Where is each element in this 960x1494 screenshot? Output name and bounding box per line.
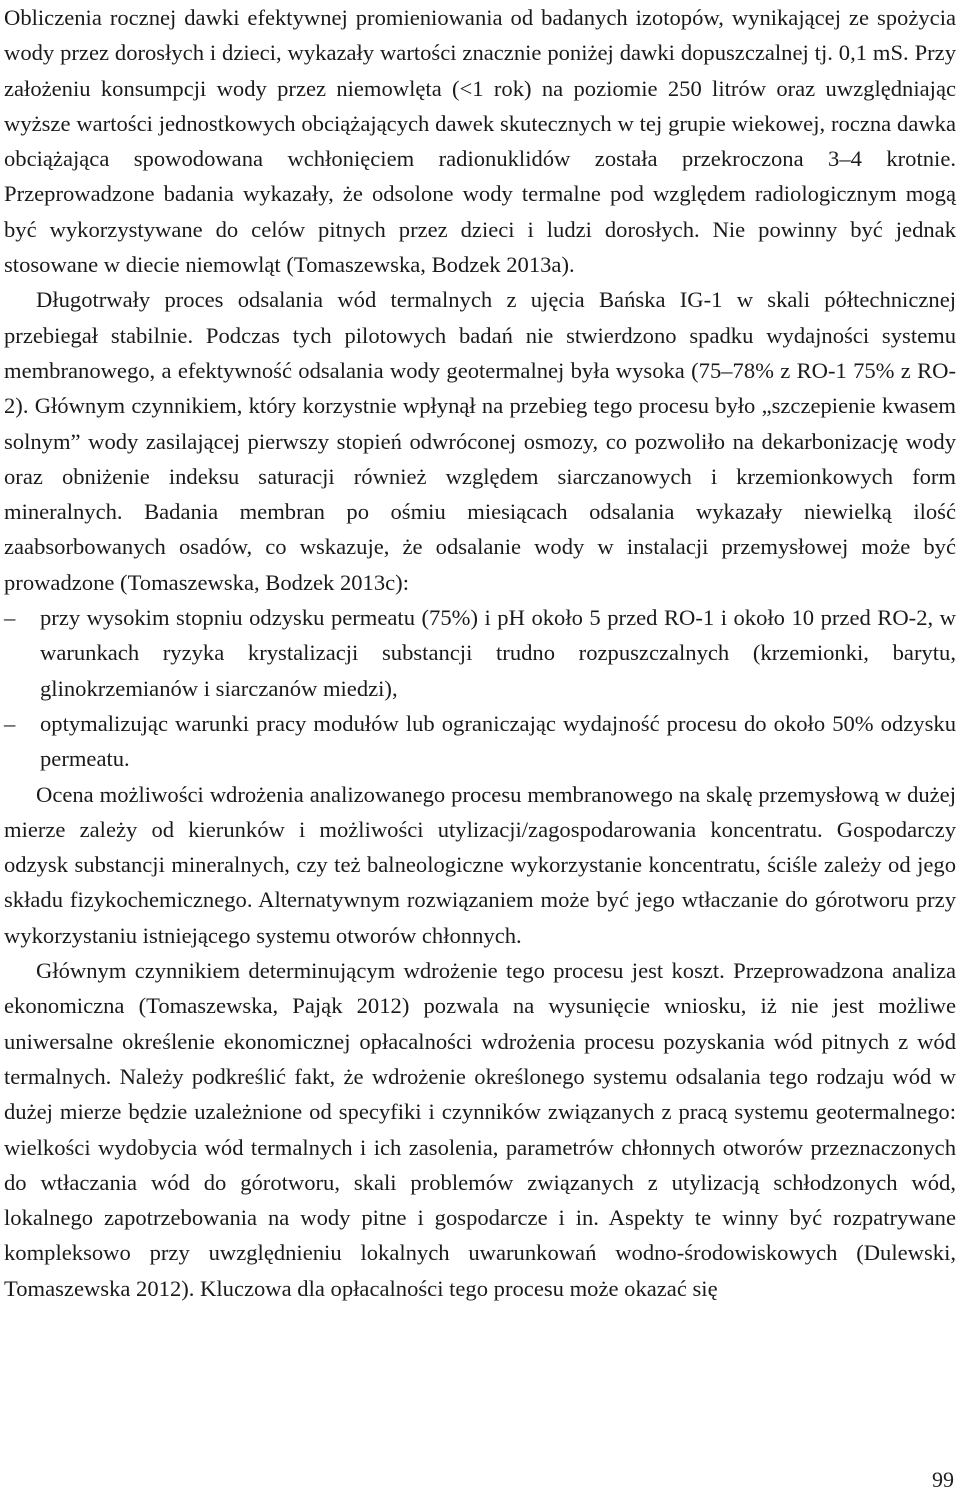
page-body xyxy=(4,0,956,1306)
dash-marker: – xyxy=(4,710,16,736)
page-number: 99 xyxy=(932,1467,954,1492)
list-item xyxy=(4,706,956,777)
paragraph-industrial-scale: Ocena możliwości wdrożenia analizowanego procesu membranowego na skalę przemysłową w dużej mierze zależy od kierunków i możliwości utylizacji/zagospodarowania koncentratu. Gospodarczy odzysk substancji mineralnych, czy też balneologiczne wykorzystanie koncentratu, ściśle zależy od jego składu fizykochemicznego. Alternatywnym rozwiązaniem może być jego wtłaczanie do górotworu przy wykorzystaniu istniejącego systemu otworów chłonnych. xyxy=(4,781,956,948)
paragraph-cost-analysis: Głównym czynnikiem determinującym wdrożenie tego procesu jest koszt. Przeprowadzona analiza ekonomiczna (Tomaszewska, Pająk 2012) pozwala na wysunięcie wniosku, iż nie jest możliwe uniwersalne określenie ekonomicznej opłacalności wdrożenia procesu pozyskania wód pitnych z wód termalnych. Należy podkreślić fakt, że wdrożenie określonego systemu odsalania tego rodzaju wód w dużej mierze będzie uzależnione od specyfiki i czynników związanych z pracą systemu geotermalnego: wielkości wydobycia wód termalnych i ich zasolenia, parametrów chłonnych otworów przeznaczonych do wtłaczania wód do górotworu, skali problemów związanych z utylizacją schłodzonych wód, lokalnego zapotrzebowania na wody pitne i gospodarcze i in. Aspekty te winny być rozpatrywane kompleksowo przy uwzględnieniu lokalnych uwarunkowań wodno-środowiskowych (Dulewski, Tomaszewska 2012). Kluczowa dla opłacalności tego procesu może okazać się xyxy=(4,958,956,1301)
list-item xyxy=(4,600,956,706)
list-item-text: optymalizując warunki pracy modułów lub ograniczając wydajność procesu do około 50% odzysku permeatu. xyxy=(40,710,956,772)
paragraph-desalination-process: Długotrwały proces odsalania wód termalnych z ujęcia Bańska IG-1 w skali półtechnicznej przebiegał stabilnie. Podczas tych pilotowych badań nie stwierdzono spadku wydajności systemu membranowego, a efektywność odsalania wody geotermalnej była wysoka (75–78% z RO-1 75% z RO-2). Głównym czynnikiem, który korzystnie wpłynął na przebieg tego procesu było „szczepienie kwasem solnym” wody zasilającej pierwszy stopień odwróconej osmozy, co pozwoliło na dekarbonizację wody oraz obniżenie indeksu saturacji również względem siarczanowych i krzemionkowych form mineralnych. Badania membran po ośmiu miesiącach odsalania wykazały niewielką ilość zaabsorbowanych osadów, co wskazuje, że odsalanie wody w instalacji przemysłowej może być prowadzone (Tomaszewska, Bodzek 2013c): xyxy=(4,287,956,595)
paragraph-dose-calculations: Obliczenia rocznej dawki efektywnej promieniowania od badanych izotopów, wynikającej ze spożycia wody przez dorosłych i dzieci, wykazały wartości znacznie poniżej dawki dopuszczalnej tj. 0,1 mS. Przy założeniu konsumpcji wody przez niemowlęta (<1 rok) na poziomie 250 litrów oraz uwzględniając wyższe wartości jednostkowych obciążających dawek skutecznych w tej grupie wiekowej, roczna dawka obciążająca spowodowana wchłonięciem radionuklidów została przekroczona 3–4 krotnie. Przeprowadzone badania wykazały, że odsolone wody termalne pod względem radiologicznym mogą być wykorzystywane do celów pitnych przez dzieci i ludzi dorosłych. Nie powinny być jednak stosowane w diecie niemowląt (Tomaszewska, Bodzek 2013a). xyxy=(4,5,956,278)
list-item-text: przy wysokim stopniu odzysku permeatu (75%) i pH około 5 przed RO-1 i około 10 przed RO-2, w warunkach ryzyka krystalizacji substancji trudno rozpuszczalnych (krzemionki, barytu, glinokrzemianów i siarczanów miedzi), xyxy=(40,605,956,701)
dash-marker: – xyxy=(4,605,16,631)
conditions-list xyxy=(4,600,956,776)
